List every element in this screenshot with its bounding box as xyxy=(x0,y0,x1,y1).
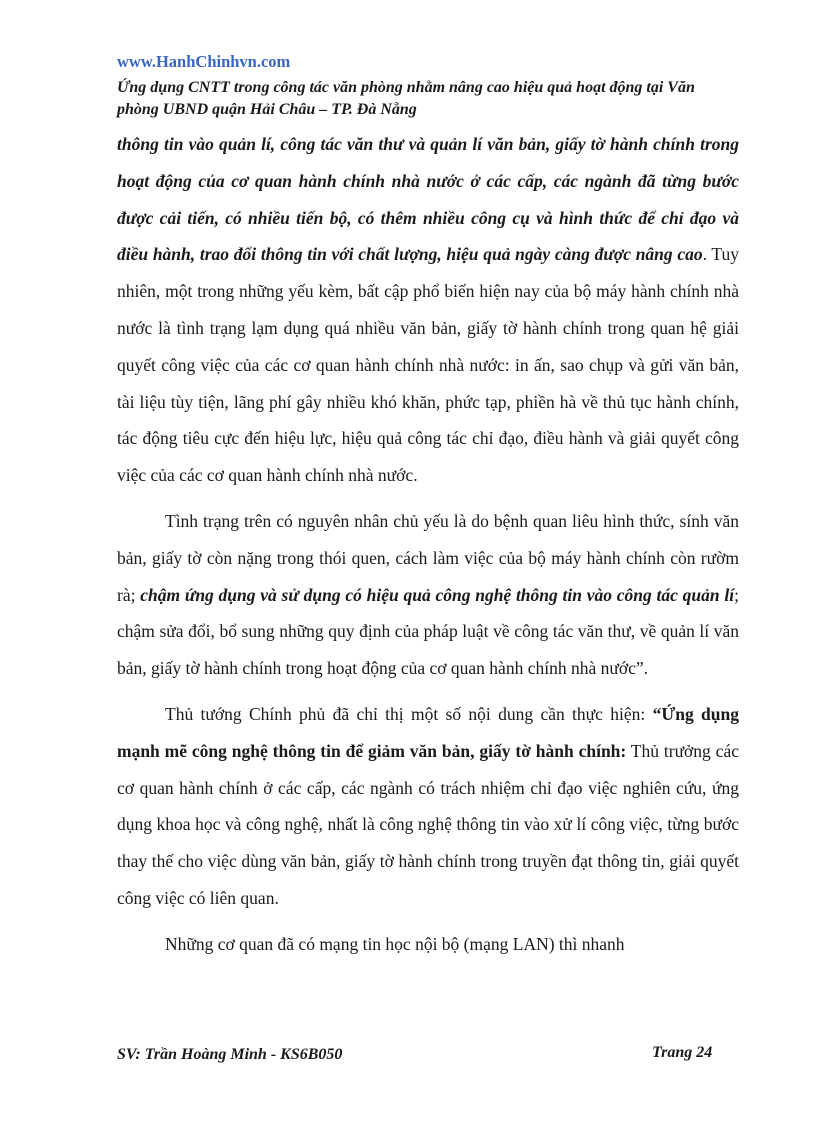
paragraph-3-intro: Thủ tướng Chính phủ đã chỉ thị một số nội dung cần thực hiện: xyxy=(165,703,653,724)
paragraph-2 xyxy=(117,503,739,687)
paragraph-1 xyxy=(117,126,739,494)
paragraph-3-text: Thủ trưởng các cơ quan hành chính ở các cấp, các ngành có trách nhiệm chỉ đạo việc nghiên cứu, ứng dụng khoa học và công nghệ, nhất là công nghệ thông tin vào xử lí công việc, từng bước thay thế cho việc dùng văn bản, giấy tờ hành chính trong truyền đạt thông tin, giải quyết công việc có liên quan. xyxy=(117,740,739,908)
paragraph-2-bold: chậm ứng dụng và sử dụng có hiệu quả công nghệ thông tin vào công tác quản lí xyxy=(140,584,735,605)
paragraph-1-text: . Tuy nhiên, một trong những yếu kèm, bất cập phổ biến hiện nay của bộ máy hành chính nhà nước là tình trạng lạm dụng quá nhiều văn bản, giấy tờ hành chính trong quan hệ giải quyết công việc của các cơ quan hành chính nhà nước: in ấn, sao chụp và gửi văn bản, tài liệu tùy tiện, lãng phí gây nhiều khó khăn, phức tạp, phiền hà về thủ tục hành chính, tác động tiêu cực đến hiệu lực, hiệu quả công tác chỉ đạo, điều hành và giải quyết công việc của các cơ quan hành chính nhà nước. xyxy=(117,244,740,486)
paragraph-2-intro: Tình trạng trên có nguyên nhân chủ yếu là do bệnh quan liêu hình thức, sính văn bản, giấy tờ còn nặng trong thói quen, cách làm việc của bộ máy hành chính còn rườm rà; xyxy=(117,510,739,605)
paragraph-2-text: ; chậm sửa đổi, bổ sung những quy định của pháp luật về công tác văn thư, về quản lí văn bản, giấy tờ hành chính trong hoạt động của cơ quan hành chính nhà nước”. xyxy=(117,584,739,679)
paragraph-4 xyxy=(117,926,739,963)
footer-page-number: Trang 24 xyxy=(652,1044,713,1061)
paragraph-1-bold: thông tin vào quản lí, công tác văn thư và quản lí văn bản, giấy tờ hành chính trong hoạt động của cơ quan hành chính nhà nước ở các cấp, các ngành đã từng bước được cải tiến, có nhiều tiến bộ, có thêm nhiều công cụ và hình thức để chỉ đạo và điều hành, trao đổi thông tin với chất lượng, hiệu quả ngày càng được nâng cao xyxy=(117,134,739,265)
document-body xyxy=(117,126,739,972)
document-header-title: Ứng dụng CNTT trong công tác văn phòng nhằm nâng cao hiệu quả hoạt động tại Văn phòng UBND quận Hải Châu – TP. Đà Nẵng xyxy=(117,79,695,118)
site-url[interactable]: www.HanhChinhvn.com xyxy=(117,52,291,71)
paragraph-3 xyxy=(117,696,739,917)
paragraph-3-bold: “Ứng dụng mạnh mẽ công nghệ thông tin để giảm văn bản, giấy tờ hành chính: xyxy=(117,703,739,761)
footer-author: SV: Trần Hoàng Minh - KS6B050 xyxy=(117,1046,343,1063)
paragraph-4-text: Những cơ quan đã có mạng tin học nội bộ (mạng LAN) thì nhanh xyxy=(165,933,625,954)
